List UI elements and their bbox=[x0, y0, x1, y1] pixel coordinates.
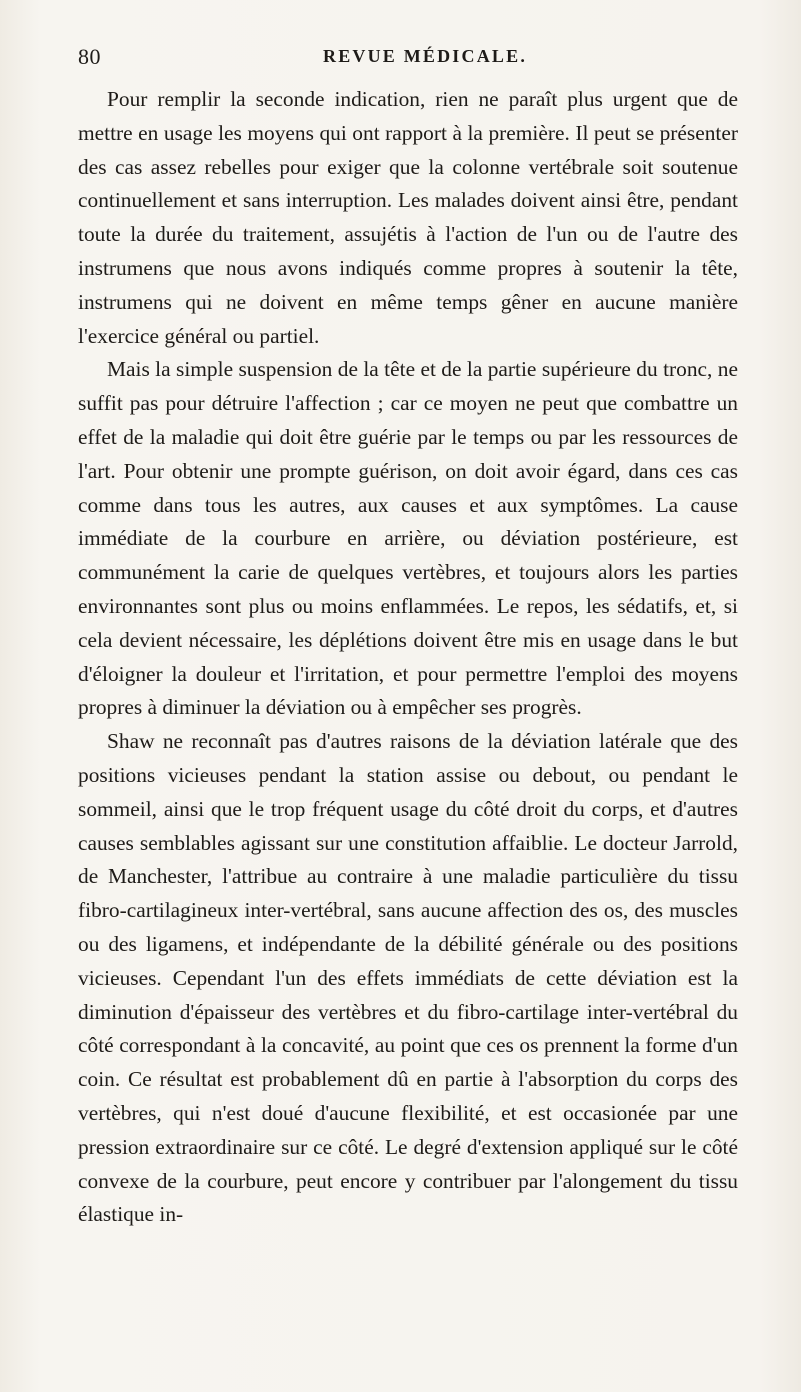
paragraph-3: Shaw ne reconnaît pas d'autres raisons de la déviation latérale que des positions vicieuses pendant la station assise ou debout, ou pendant le sommeil, ainsi que le trop fréquent usage du côté droit du corps, et d'autres causes semblables agissant sur une constitution affaiblie. Le docteur Jarrold, de Manchester, l'attribue au contraire à une maladie particulière du tissu fibro-cartilagineux inter-vertébral, sans aucune affection des os, des muscles ou des ligamens, et indépendante de la débilité générale ou des positions vicieuses. Cependant l'un des effets immédiats de cette déviation est la diminution d'épaisseur des vertèbres et du fibro-cartilage inter-vertébral du côté correspondant à la concavité, au point que ces os prennent la forme d'un coin. Ce résultat est probablement dû en partie à l'absorption du corps des vertèbres, qui n'est doué d'aucune flexibilité, et est occasionée par une pression extraordinaire sur ce côté. Le degré d'extension appliqué sur le côté convexe de la courbure, peut encore y contribuer par l'alongement du tissu élastique in- bbox=[78, 729, 738, 1227]
page-header bbox=[78, 44, 738, 74]
running-title: REVUE MÉDICALE. bbox=[323, 46, 528, 66]
page-number: 80 bbox=[78, 44, 101, 69]
paragraph-2: Mais la simple suspension de la tête et de la partie supérieure du tronc, ne suffit pas pour détruire l'affection ; car ce moyen ne peut que combattre un effet de la maladie qui doit être guérie par le temps ou par les ressources de l'art. Pour obtenir une prompte guérison, on doit avoir égard, dans ces cas comme dans tous les autres, aux causes et aux symptômes. La cause immédiate de la courbure en arrière, ou déviation postérieure, est communément la carie de quelques vertèbres, et toujours alors les parties environnantes sont plus ou moins enflammées. Le repos, les sédatifs, et, si cela devient nécessaire, les déplétions doivent être mis en usage dans le but d'éloigner la douleur et l'irritation, et pour permettre l'emploi des moyens propres à diminuer la déviation ou à empêcher ses progrès. bbox=[78, 357, 738, 720]
paragraph-1: Pour remplir la seconde indication, rien ne paraît plus urgent que de mettre en usage les moyens qui ont rapport à la première. Il peut se présenter des cas assez rebelles pour exiger que la colonne vertébrale soit soutenue continuellement et sans interruption. Les malades doivent ainsi être, pendant toute la durée du traitement, assujétis à l'action de l'un ou de l'autre des instrumens que nous avons indiqués comme propres à soutenir la tête, instrumens qui ne doivent en même temps gêner en aucune manière l'exercice général ou partiel. bbox=[78, 87, 738, 348]
body-text bbox=[78, 83, 738, 1232]
